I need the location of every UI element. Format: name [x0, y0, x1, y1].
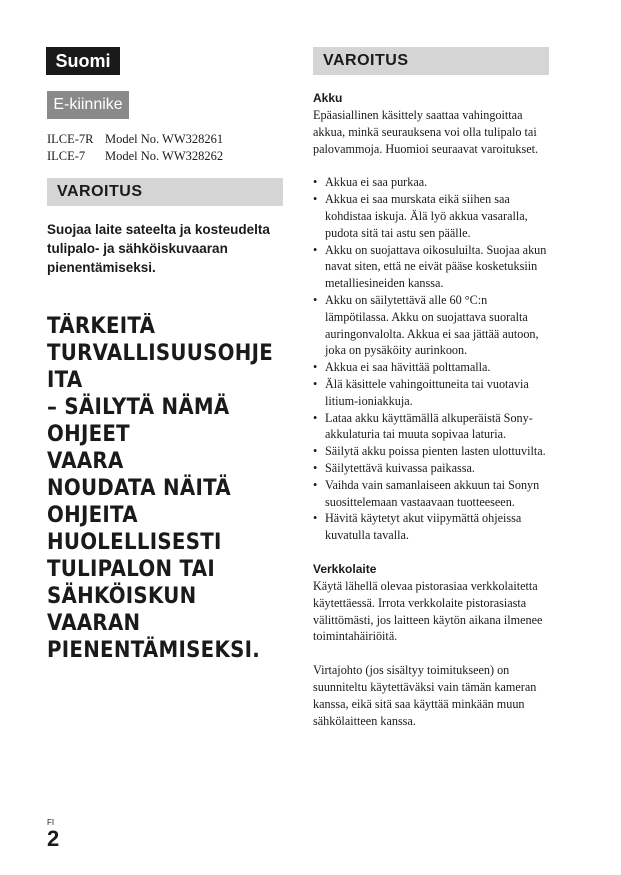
heading-line: NOUDATA NÄITÄ	[47, 476, 231, 501]
warning-banner-left: VAROITUS	[47, 178, 283, 206]
battery-bullet-list	[313, 174, 553, 544]
heading-line: TÄRKEITÄ	[47, 314, 156, 339]
heading-line: OHJEITA	[47, 503, 138, 528]
adapter-text: Käytä lähellä olevaa pistorasiaa verkkolaitetta käytettäessä. Irrota verkkolaite pistorasiasta välittömästi, jos laitteen käytön aikana ilmenee toimintahäiriöitä.	[313, 578, 543, 644]
list-item: • Lataa akku käyttämällä alkuperäistä Sony-akkulaturia tai muuta sopivaa laturia.	[313, 410, 553, 444]
list-item: • Säilytä akku poissa pienten lasten ulottuvilta.	[313, 443, 553, 460]
section-tab: E-kiinnike	[47, 91, 129, 119]
battery-intro: Epäasiallinen käsittely saattaa vahingoittaa akkua, minkä seurauksena voi olla tulipalo tai palovammoja. Huomioi seuraavat varoitukset.	[313, 108, 539, 156]
list-item: • Akku on säilytettävä alle 60 °C:n lämpötilassa. Akku on suojattava suoralta auringonvalolta. Akkua ei saa jättää autoon, joka on pysäköity aurinkoon.	[313, 292, 553, 359]
important-safety-heading	[47, 313, 274, 664]
heading-line: OHJEET	[47, 422, 130, 447]
cord-text: Virtajohto (jos sisältyy toimitukseen) on suunniteltu käytettäväksi vain tämän kameran kanssa, eikä sitä saa käyttää minkään muun sähkölaitteen kanssa.	[313, 663, 537, 728]
model-row	[47, 131, 223, 148]
list-item: • Akkua ei saa hävittää polttamalla.	[313, 359, 553, 376]
heading-line: VAARA	[47, 449, 124, 474]
heading-line: TURVALLISUUSOHJE	[47, 341, 274, 366]
model-name: ILCE-7R	[47, 132, 94, 146]
adapter-title: Verkkolaite	[313, 561, 377, 576]
list-item: • Akku on suojattava oikosuluilta. Suojaa akun navat siten, että ne eivät pääse kosketuksiin metalliesineiden kanssa.	[313, 242, 553, 292]
model-number: Model No. WW328261	[105, 132, 224, 146]
model-name: ILCE-7	[47, 149, 86, 163]
model-row	[47, 148, 223, 165]
page-number: 2	[47, 826, 60, 851]
list-item: • Hävitä käytetyt akut viipymättä ohjeissa kuvatulla tavalla.	[313, 510, 553, 544]
warning-banner-right: VAROITUS	[313, 47, 549, 75]
page-footer	[47, 818, 59, 850]
language-code: FI	[47, 818, 55, 827]
list-item: • Akkua ei saa murskata eikä siihen saa kohdistaa iskuja. Älä lyö akkua vasaralla, pudota sitä tai astu sen päälle.	[313, 191, 553, 241]
battery-title: Akku	[313, 91, 343, 105]
heading-line: – SÄILYTÄ NÄMÄ	[47, 395, 230, 420]
list-item: • Vaihda vain samanlaiseen akkuun tai Sonyn suosittelemaan vastaavaan tuotteeseen.	[313, 477, 553, 511]
list-item: • Säilytettävä kuivassa paikassa.	[313, 460, 553, 477]
model-list	[47, 131, 223, 165]
heading-line: VAARAN	[47, 611, 141, 636]
heading-line: ITA	[47, 368, 83, 393]
list-item: • Älä käsittele vahingoittuneita tai vuotavia litium-ioniakkuja.	[313, 376, 553, 410]
heading-line: PIENENTÄMISEKSI.	[47, 638, 261, 663]
heading-line: TULIPALON TAI	[47, 557, 215, 582]
heading-line: HUOLELLISESTI	[47, 530, 222, 555]
right-column	[313, 90, 553, 729]
protect-text: Suojaa laite sateelta ja kosteudelta tulipalo- ja sähköiskuvaaran pienentämiseksi.	[47, 222, 270, 275]
model-number: Model No. WW328262	[105, 149, 224, 163]
list-item: • Akkua ei saa purkaa.	[313, 174, 553, 191]
heading-line: SÄHKÖISKUN	[47, 584, 197, 609]
language-tab: Suomi	[46, 47, 120, 75]
